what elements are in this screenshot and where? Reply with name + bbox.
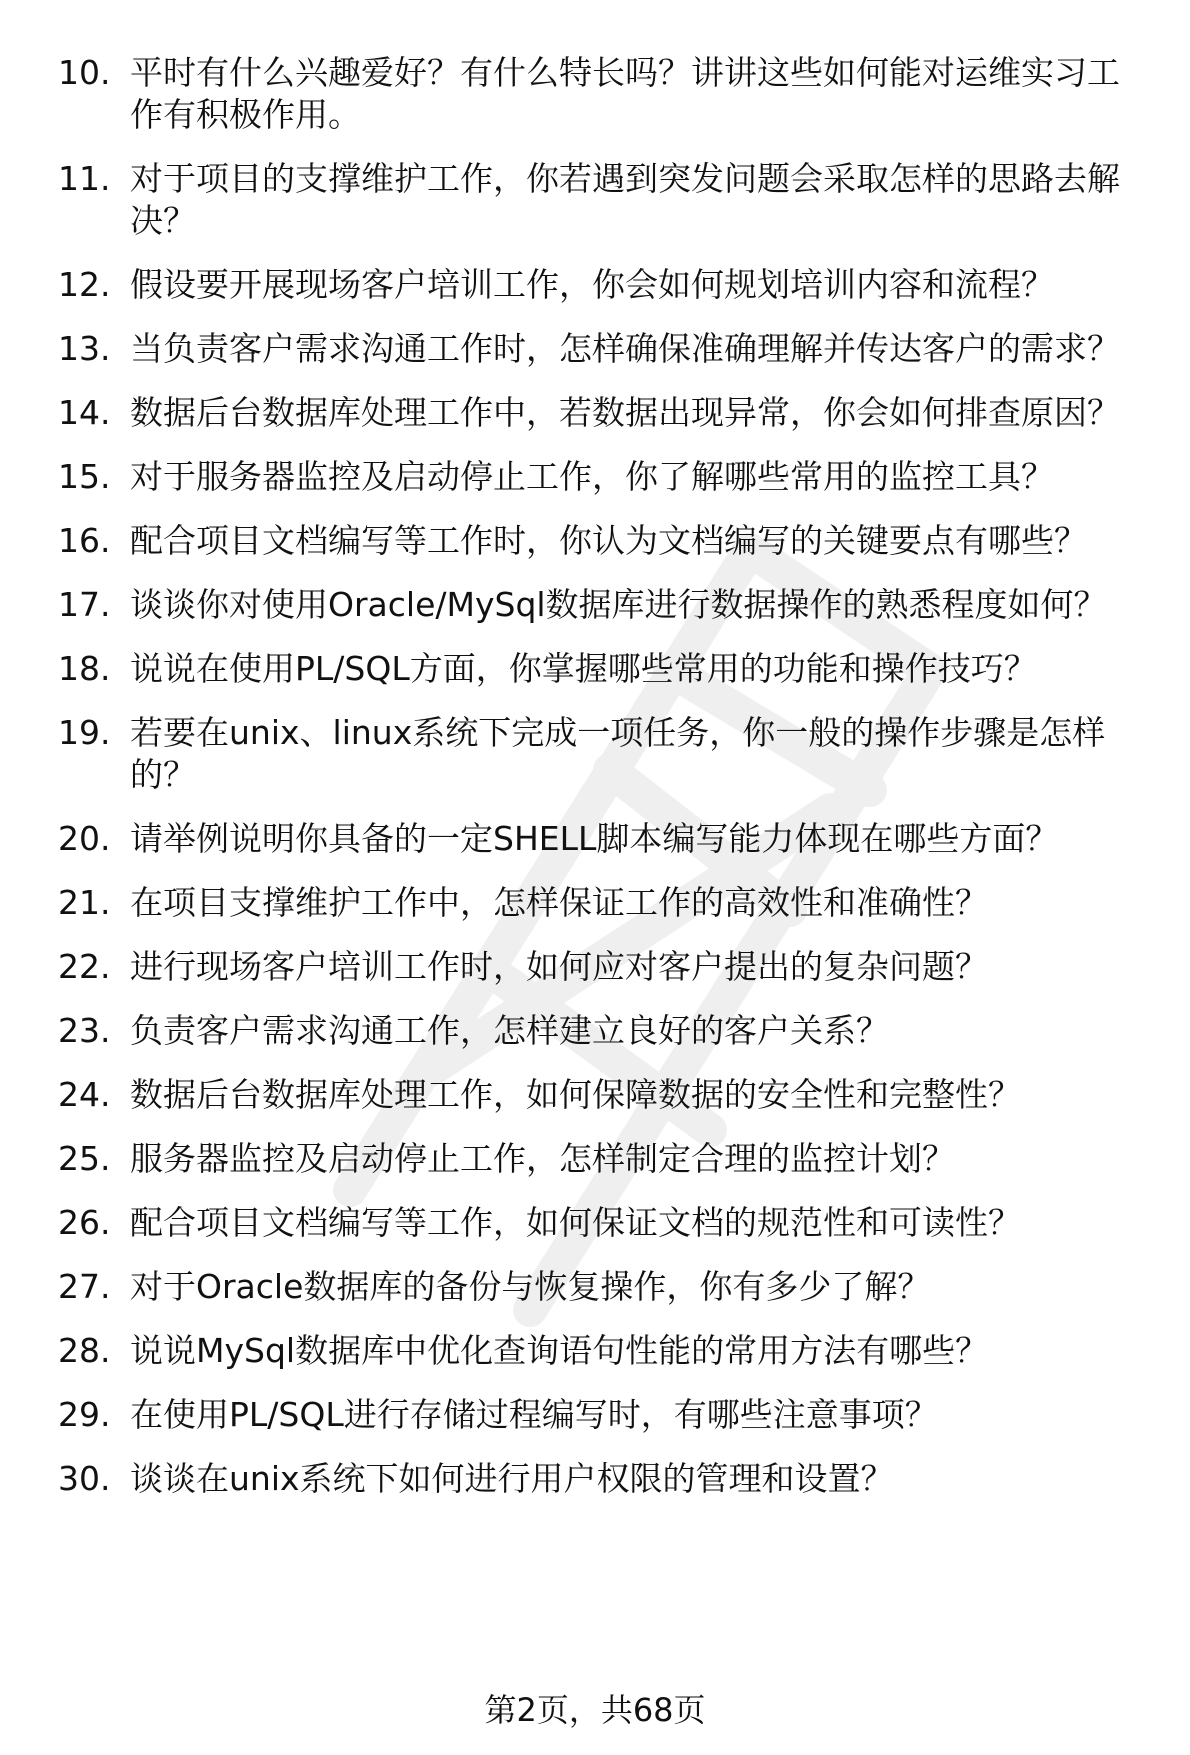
list-item bbox=[58, 392, 1148, 434]
question-number: 20. bbox=[58, 819, 111, 858]
question-number: 12. bbox=[58, 265, 111, 304]
question-list bbox=[58, 52, 1148, 1522]
question-number: 21. bbox=[58, 883, 111, 922]
question-text: 对于项目的支撑维护工作，你若遇到突发问题会采取怎样的思路去解决？ bbox=[130, 159, 1120, 240]
list-item bbox=[58, 1458, 1148, 1500]
question-text: 配合项目文档编写等工作，如何保证文档的规范性和可读性？ bbox=[130, 1203, 1021, 1242]
question-number: 29. bbox=[58, 1395, 111, 1434]
page-number-label: 第2页，共68页 bbox=[484, 1691, 706, 1729]
question-number: 17. bbox=[58, 585, 111, 624]
question-text: 在使用PL/SQL进行存储过程编写时，有哪些注意事项？ bbox=[130, 1395, 938, 1434]
question-number: 11. bbox=[58, 159, 111, 198]
question-text: 进行现场客户培训工作时，如何应对客户提出的复杂问题？ bbox=[130, 947, 988, 986]
question-number: 28. bbox=[58, 1331, 111, 1370]
list-item bbox=[58, 328, 1148, 370]
list-item bbox=[58, 52, 1148, 136]
question-text: 服务器监控及启动停止工作，怎样制定合理的监控计划？ bbox=[130, 1139, 955, 1178]
question-text: 负责客户需求沟通工作，怎样建立良好的客户关系？ bbox=[130, 1011, 889, 1050]
list-item bbox=[58, 882, 1148, 924]
question-number: 13. bbox=[58, 329, 111, 368]
question-number: 26. bbox=[58, 1203, 111, 1242]
list-item bbox=[58, 584, 1148, 626]
question-text: 说说MySql数据库中优化查询语句性能的常用方法有哪些？ bbox=[130, 1331, 989, 1370]
list-item bbox=[58, 1330, 1148, 1372]
question-text: 数据后台数据库处理工作中，若数据出现异常，你会如何排查原因？ bbox=[130, 393, 1120, 432]
question-number: 22. bbox=[58, 947, 111, 986]
page-footer bbox=[0, 1690, 1190, 1730]
question-number: 27. bbox=[58, 1267, 111, 1306]
list-item bbox=[58, 264, 1148, 306]
list-item bbox=[58, 1010, 1148, 1052]
question-text: 说说在使用PL/SQL方面，你掌握哪些常用的功能和操作技巧？ bbox=[130, 649, 1037, 688]
list-item bbox=[58, 158, 1148, 242]
question-text: 请举例说明你具备的一定SHELL脚本编写能力体现在哪些方面？ bbox=[130, 819, 1059, 858]
question-number: 25. bbox=[58, 1139, 111, 1178]
list-item bbox=[58, 1138, 1148, 1180]
question-text: 谈谈你对使用Oracle/MySql数据库进行数据操作的熟悉程度如何？ bbox=[130, 585, 1107, 624]
list-item bbox=[58, 1394, 1148, 1436]
question-text: 在项目支撑维护工作中，怎样保证工作的高效性和准确性？ bbox=[130, 883, 988, 922]
list-item bbox=[58, 712, 1148, 796]
question-text: 若要在unix、linux系统下完成一项任务，你一般的操作步骤是怎样的？ bbox=[130, 713, 1106, 794]
list-item bbox=[58, 818, 1148, 860]
list-item bbox=[58, 1266, 1148, 1308]
list-item bbox=[58, 1074, 1148, 1116]
question-number: 24. bbox=[58, 1075, 111, 1114]
list-item bbox=[58, 456, 1148, 498]
question-text: 当负责客户需求沟通工作时，怎样确保准确理解并传达客户的需求？ bbox=[130, 329, 1120, 368]
question-text: 配合项目文档编写等工作时，你认为文档编写的关键要点有哪些？ bbox=[130, 521, 1087, 560]
question-number: 23. bbox=[58, 1011, 111, 1050]
question-number: 16. bbox=[58, 521, 111, 560]
question-text: 平时有什么兴趣爱好？有什么特长吗？讲讲这些如何能对运维实习工作有积极作用。 bbox=[130, 53, 1120, 134]
question-number: 15. bbox=[58, 457, 111, 496]
list-item bbox=[58, 520, 1148, 562]
question-number: 10. bbox=[58, 53, 111, 92]
list-item bbox=[58, 648, 1148, 690]
question-number: 18. bbox=[58, 649, 111, 688]
question-number: 30. bbox=[58, 1459, 111, 1498]
list-item bbox=[58, 1202, 1148, 1244]
question-text: 数据后台数据库处理工作，如何保障数据的安全性和完整性？ bbox=[130, 1075, 1021, 1114]
question-text: 对于Oracle数据库的备份与恢复操作，你有多少了解？ bbox=[130, 1267, 931, 1306]
question-number: 19. bbox=[58, 713, 111, 752]
question-text: 假设要开展现场客户培训工作，你会如何规划培训内容和流程？ bbox=[130, 265, 1054, 304]
list-item bbox=[58, 946, 1148, 988]
question-text: 谈谈在unix系统下如何进行用户权限的管理和设置？ bbox=[130, 1459, 894, 1498]
question-number: 14. bbox=[58, 393, 111, 432]
question-text: 对于服务器监控及启动停止工作，你了解哪些常用的监控工具？ bbox=[130, 457, 1054, 496]
